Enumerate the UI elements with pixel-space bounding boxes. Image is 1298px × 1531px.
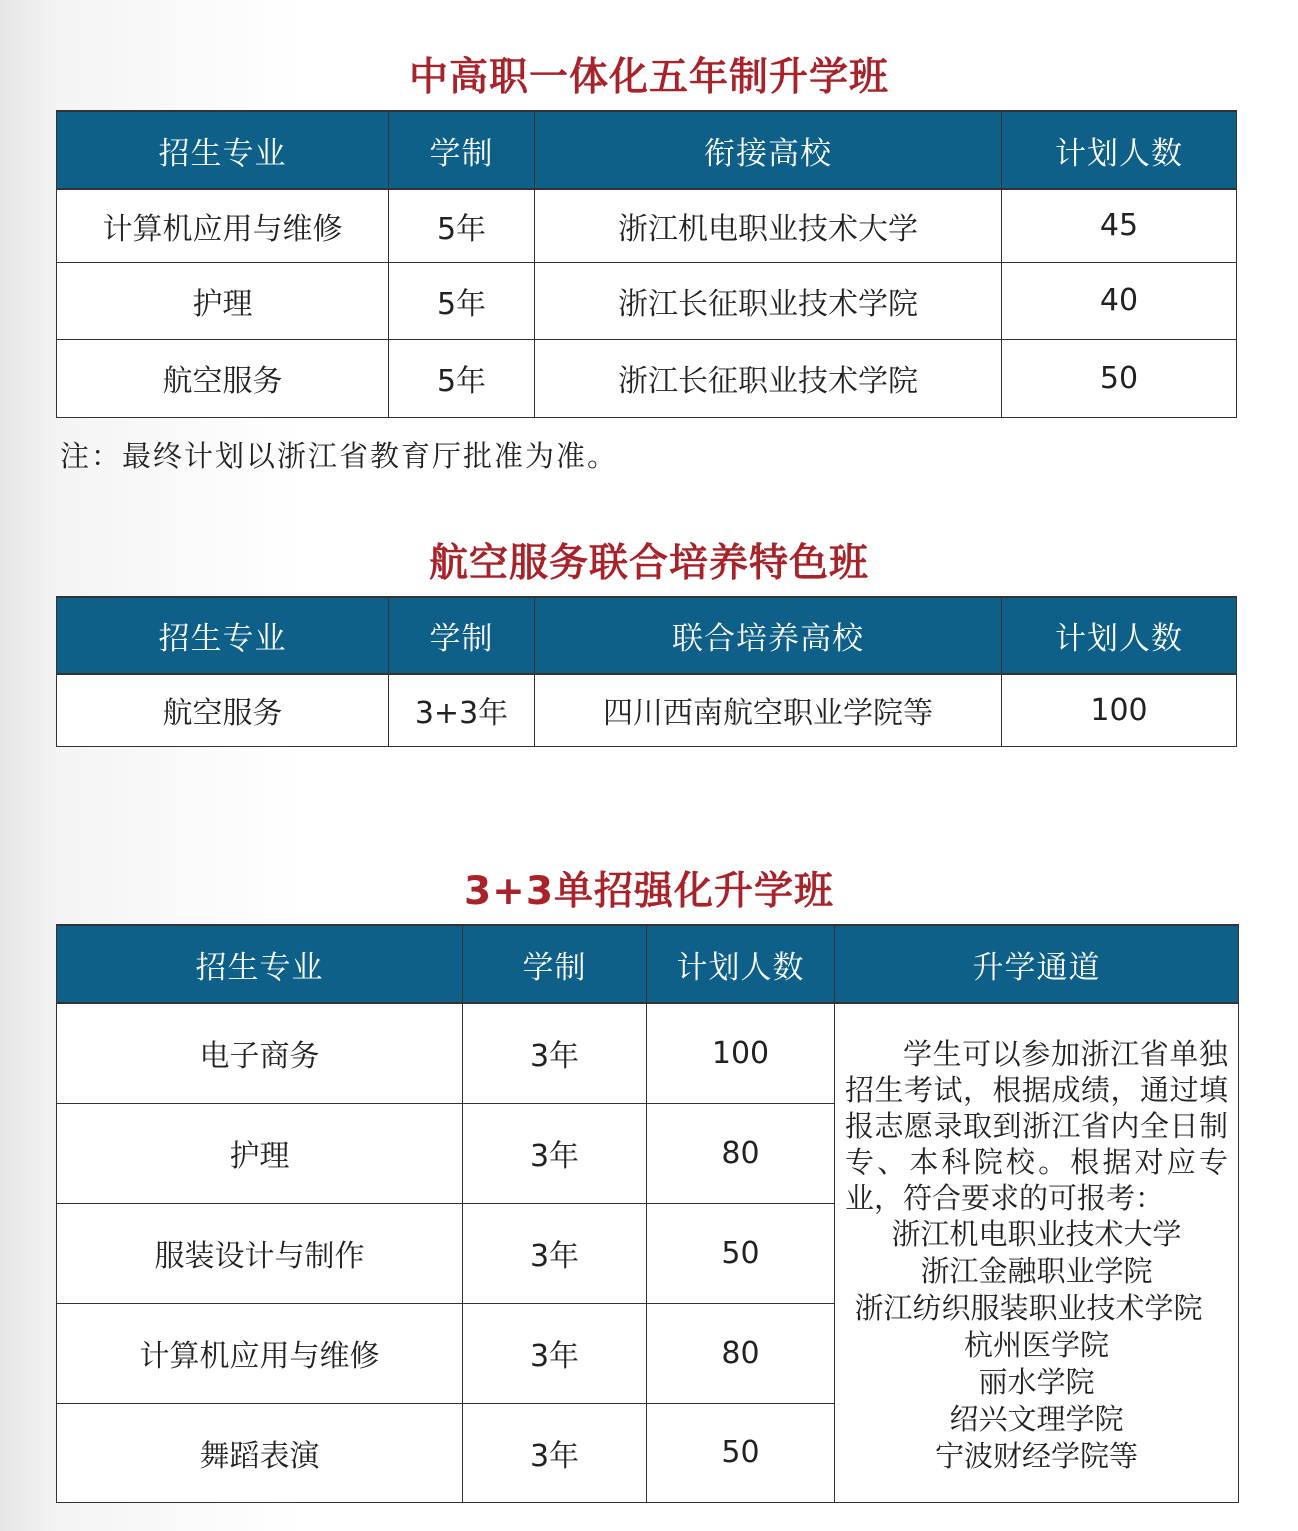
footnote: 注：最终计划以浙江省教育厅批准为准。 bbox=[60, 439, 619, 473]
table-header-row bbox=[57, 925, 1239, 1003]
table-header-row bbox=[57, 597, 1237, 674]
cell-major: 计算机应用与维修 bbox=[57, 1303, 463, 1403]
header-quota: 计划人数 bbox=[647, 925, 835, 1003]
section3-title: 3+3单招强化升学班 bbox=[464, 869, 834, 914]
cell-quota: 80 bbox=[647, 1103, 835, 1203]
table-row bbox=[57, 1003, 1239, 1103]
header-joint-college: 联合培养高校 bbox=[535, 597, 1002, 674]
cell-duration: 3年 bbox=[463, 1303, 647, 1403]
header-quota: 计划人数 bbox=[1002, 597, 1237, 674]
single-enrollment-program-table bbox=[56, 924, 1239, 1503]
table-row bbox=[57, 262, 1237, 339]
pathway-school: 浙江纺织服装职业技术学院 bbox=[854, 1291, 1203, 1325]
pathway-school: 丽水学院 bbox=[978, 1365, 1095, 1399]
cell-quota: 80 bbox=[647, 1303, 835, 1403]
header-major: 招生专业 bbox=[57, 925, 463, 1003]
pathway-school: 绍兴文理学院 bbox=[949, 1402, 1124, 1436]
cell-duration: 3年 bbox=[463, 1403, 647, 1502]
cell-major: 护理 bbox=[57, 262, 389, 339]
five-year-program-table bbox=[56, 110, 1237, 418]
cell-major: 护理 bbox=[57, 1103, 463, 1203]
header-duration: 学制 bbox=[389, 111, 535, 189]
aviation-joint-program-table bbox=[56, 596, 1237, 747]
cell-major: 航空服务 bbox=[57, 674, 389, 746]
pathway-school-list bbox=[835, 1216, 1238, 1475]
table-row bbox=[57, 674, 1237, 746]
cell-major: 电子商务 bbox=[57, 1003, 463, 1103]
pathway-school: 宁波财经学院等 bbox=[934, 1439, 1138, 1473]
table-header-row bbox=[57, 111, 1237, 189]
header-duration: 学制 bbox=[389, 597, 535, 674]
cell-college: 浙江长征职业技术学院 bbox=[535, 339, 1002, 417]
cell-duration: 3年 bbox=[463, 1003, 647, 1103]
cell-duration: 3年 bbox=[463, 1203, 647, 1303]
cell-quota: 50 bbox=[647, 1403, 835, 1502]
pathway-intro: 学生可以参加浙江省单独招生考试，根据成绩，通过填报志愿录取到浙江省内全日制专、本科院校。根据对应专业，符合要求的可报考： bbox=[845, 1037, 1228, 1215]
cell-duration: 5年 bbox=[389, 189, 535, 262]
section1-title: 中高职一体化五年制升学班 bbox=[408, 55, 889, 100]
cell-duration: 5年 bbox=[389, 339, 535, 417]
cell-quota: 45 bbox=[1002, 189, 1237, 262]
cell-major: 舞蹈表演 bbox=[57, 1403, 463, 1502]
pathway-school: 浙江机电职业技术大学 bbox=[891, 1217, 1182, 1251]
cell-quota: 100 bbox=[1002, 674, 1237, 746]
cell-quota: 50 bbox=[647, 1203, 835, 1303]
header-major: 招生专业 bbox=[57, 597, 389, 674]
header-major: 招生专业 bbox=[57, 111, 389, 189]
cell-major: 计算机应用与维修 bbox=[57, 189, 389, 262]
cell-quota: 50 bbox=[1002, 339, 1237, 417]
cell-duration: 3+3年 bbox=[389, 674, 535, 746]
header-partner-college: 衔接高校 bbox=[535, 111, 1002, 189]
cell-quota: 100 bbox=[647, 1003, 835, 1103]
table-row bbox=[57, 189, 1237, 262]
pathway-school: 杭州医学院 bbox=[963, 1328, 1109, 1362]
header-pathway: 升学通道 bbox=[835, 925, 1239, 1003]
cell-quota: 40 bbox=[1002, 262, 1237, 339]
pathway-school: 浙江金融职业学院 bbox=[920, 1254, 1153, 1288]
cell-major: 服装设计与制作 bbox=[57, 1203, 463, 1303]
cell-college: 四川西南航空职业学院等 bbox=[535, 674, 1002, 746]
cell-major: 航空服务 bbox=[57, 339, 389, 417]
header-duration: 学制 bbox=[463, 925, 647, 1003]
table-row bbox=[57, 339, 1237, 417]
cell-college: 浙江机电职业技术大学 bbox=[535, 189, 1002, 262]
header-quota: 计划人数 bbox=[1002, 111, 1237, 189]
cell-duration: 3年 bbox=[463, 1103, 647, 1203]
cell-college: 浙江长征职业技术学院 bbox=[535, 262, 1002, 339]
cell-duration: 5年 bbox=[389, 262, 535, 339]
pathway-cell bbox=[835, 1003, 1239, 1502]
section2-title: 航空服务联合培养特色班 bbox=[428, 541, 869, 586]
